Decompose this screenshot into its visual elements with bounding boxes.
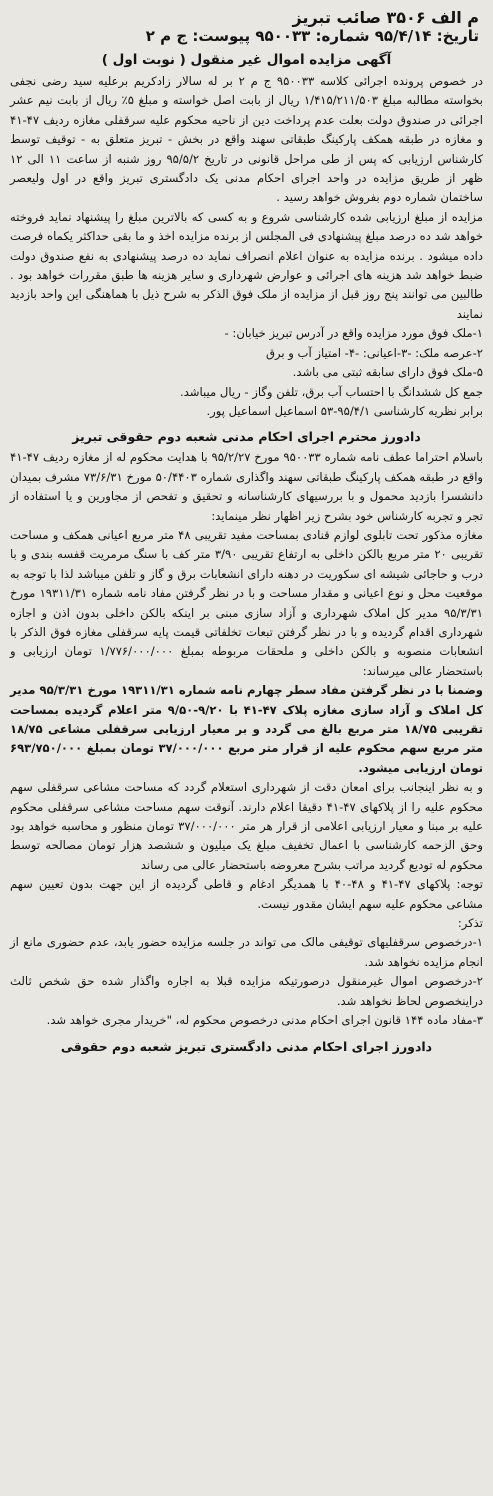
property-item: ۱-ملک فوق مورد مزایده واقع در آدرس تبریز خیابان: - [224, 326, 483, 341]
property-item: ۲-عرصه ملک: -۳-اعیانی: -۴- امتیاز آب و برق [265, 345, 483, 360]
report-paragraph: باسلام احتراما عطف نامه شماره ۹۵۰۰۳۳ مورخ ۹۵/۲/۲۷ با هدایت محکوم له از مغازه ردیف ۴۷-۴۱ واقع در طبقه همکف پارکینگ طبقاتی سهند واگذاری شماره ۵۰/۴۴۰۳ مورخ ۷۳/۶/۳۱ مشرف بمیدان دانشسرا بازدید محمول و با بررسیهای کارشناسانه و تحقیق و تفحص از مجاورین و یا استفاده از تجر و تجربه کارشناس خود بشرح زیر اظهار نظر مینماید: [10, 450, 484, 523]
note-item: ۳-مفاد ماده ۱۴۴ قانون اجرای احکام مدنی درخصوص محکوم له، "خریدار مجری خواهد شد. [46, 1013, 483, 1028]
notes-heading: تذکر: [457, 916, 483, 931]
signature-line: دادورز اجرای احکام مدنی دادگستری تبریز شعبه دوم حقوقی [60, 1038, 433, 1054]
property-item: ۵-ملک فوق دارای سابقه ثبتی می باشد. [292, 365, 483, 380]
report-paragraph: مغازه مذکور تحت تابلوی لوازم قنادی بمساحت مفید تقریبی ۴۸ متر مربع اعیانی همکف و مساحت تقریبی ۲۰ متر مربع بالکن داخلی به ارتفاع تقریبی ۳/۹۰ متر کف با سنگ مرمریت قفسه بندی و با درب و حاجائی شیشه ای سکوریت در دهنه دارای انشعابات برق و گاز و تلفن میباشد لذا با توجه به موقعیت محل و نوع اعیانی و مقدار مساحت و با در نظر گرفتن مفاد نامه شماره ۱۹۳۱۱/۳۱ مورخ ۹۵/۳/۳۱ مدیر کل املاک شهرداری و آزاد سازی مبنی بر اینکه بالکن داخلی بدون اذن و اجازه شهرداری اقدام گردیده و با در نظر گرفتن تبعات تخلفاتی قیمت پایه سرقفلی مغازه فوق الذکر با انشعابات منصوبه و بالکن داخلی و ملحقات مربوطه بمبلغ ۱/۷۷۶/۰۰۰/۰۰۰ تومان ارزیابی و باستحضار عالی میرساند: [10, 527, 484, 678]
property-item: جمع کل ششدانگ با احتساب آب برق، تلفن وگاز - ریال میباشد. [180, 384, 483, 399]
note-item: ۱-درخصوص سرقفلیهای توقیفی مالک می تواند در جلسه مزایده حضور یابد، عدم حضوری مانع از انجام مزایده نخواهد شد. [10, 935, 483, 969]
intro-paragraph: در خصوص پرونده اجرائی کلاسه ۹۵۰۰۳۳ ج م ۲ بر له سالار زادکریم برعلیه سید رضی نجفی بخواسته مطالبه مبلغ ۱/۴۱۵/۲۱۱/۵۰۳ ریال از بابت اصل خواسته و مبلغ ۵٪ ریال از بابت نیم عشر اجرائی در صندوق دولت بعلت عدم پرداخت دین از ناحیه محکوم علیه سرقفلی مغازه ردیف ۴۷-۴۱ و مغازه در طبقه همکف پارکینگ طبقاتی سهند واقع در بخش - تبریز متعلق به - توقیف توسط کارشناس ارزیابی که پس از طی مراحل قانونی در تاریخ ۹۵/۵/۲ روز شنبه از ساعت ۱۱ الی ۱۲ ظهر از طریق مزایده در واحد اجرای احکام مدنی یک دادگستری تبریز واقع در اول ولیعصر ساختمان شماره دوم بفروش خواهد رسید . [10, 74, 483, 205]
report-note: توجه: پلاکهای ۴۷-۴۱ و ۴۸-۴۰ با همدیگر ادغام و قاطی گردیده از این جهت بدون تعیین سهم مشاعی محکوم علیه سهم ایشان مقدور نیست. [10, 877, 483, 911]
notice-title: آگهی مزایده اموال غیر منقول ( نوبت اول ) [101, 52, 392, 68]
report-paragraph-valuation: وضمنا با در نظر گرفتن مفاد سطر چهارم نامه شماره ۱۹۳۱۱/۳۱ مورخ ۹۵/۳/۳۱ مدیر کل املاک و آزاد سازی مغازه پلاک ۴۷-۴۱ با ۹/۲۰-۹/۵۰ متر اعلام گردیده بمساحت تقریبی ۱۸/۷۵ متر مربع بالغ می گردد و بر معیار ارزیابی سرقفلی مشاعی ۱۸/۷۵ متر مربع سهم محکوم علیه از قرار متر مربع ۳۷/۰۰۰/۰۰۰ تومان بمبلغ ۶۹۳/۷۵۰/۰۰۰ تومان ارزیابی میشود. [10, 683, 484, 775]
report-recipient: دادورز محترم اجرای احکام مدنی شعبه دوم حقوقی تبریز [72, 429, 421, 445]
property-item: برابر نظریه کارشناسی ۹۵/۴/۱-۵۳ اسماعیل اسماعیل پور. [206, 403, 483, 418]
note-item: ۲-درخصوص اموال غیرمنقول درصورتیکه مزایده قبلا به اجاره واگذار شده حق شخص ثالث دراینخصوص لحاظ نخواهد شد. [10, 974, 483, 1008]
intro-paragraph: مزایده از مبلغ ارزیابی شده کارشناسی شروع و به کسی که بالاترین مبلغ را پیشنهاد نماید فروخته خواهد شد ده درصد مبلغ پیشنهادی فی المجلس از برنده مزایده اخذ و ما بقی حداکثر یکماه فرصت داده میشود . برنده مزایده به عنوان اعلام انصراف نماید ده درصد پیشنهادی به نفع صندوق دولت ضبط خواهد شد هزینه های اجرائی و عوارض شهرداری و سایر هزینه ها طبق مقررات خواهد بود . طالبین می توانند پنج روز قبل از مزایده از ملک فوق الذکر به شرح ذیل با هماهنگی این واحد بازدید نمایند [10, 209, 483, 321]
notice-number: م الف ۳۵۰۶ صائب تبریز [292, 8, 479, 27]
report-paragraph: و به نظر اینجانب برای امعان دقت از شهرداری استعلام گردد که مساحت مشاعی سرقفلی سهم محکوم علیه را از پلاکهای ۴۷-۴۱ دقیقا اعلام دارند. آنوقت سهم مساحت مشاعی سرقفلی محکوم علیه بر مبنا و معیار ارزیابی اعلامی از قرار هر متر ۳۷/۰۰۰/۰۰۰ تومان منظور و محاسبه خواهد بود وحق الزحمه کارشناسی با اعمال تخفیف مبلغ یک میلیون و ششصد هزار تومان مصالحه توسط محکوم له تودیع گردید مراتب بشرح معروضه باستحضار عالی می رساند [10, 780, 483, 872]
notice-date-line: تاریخ: ۹۵/۴/۱۴ شماره: ۹۵۰۰۳۳ پیوست: ج م ۲ [145, 27, 479, 45]
